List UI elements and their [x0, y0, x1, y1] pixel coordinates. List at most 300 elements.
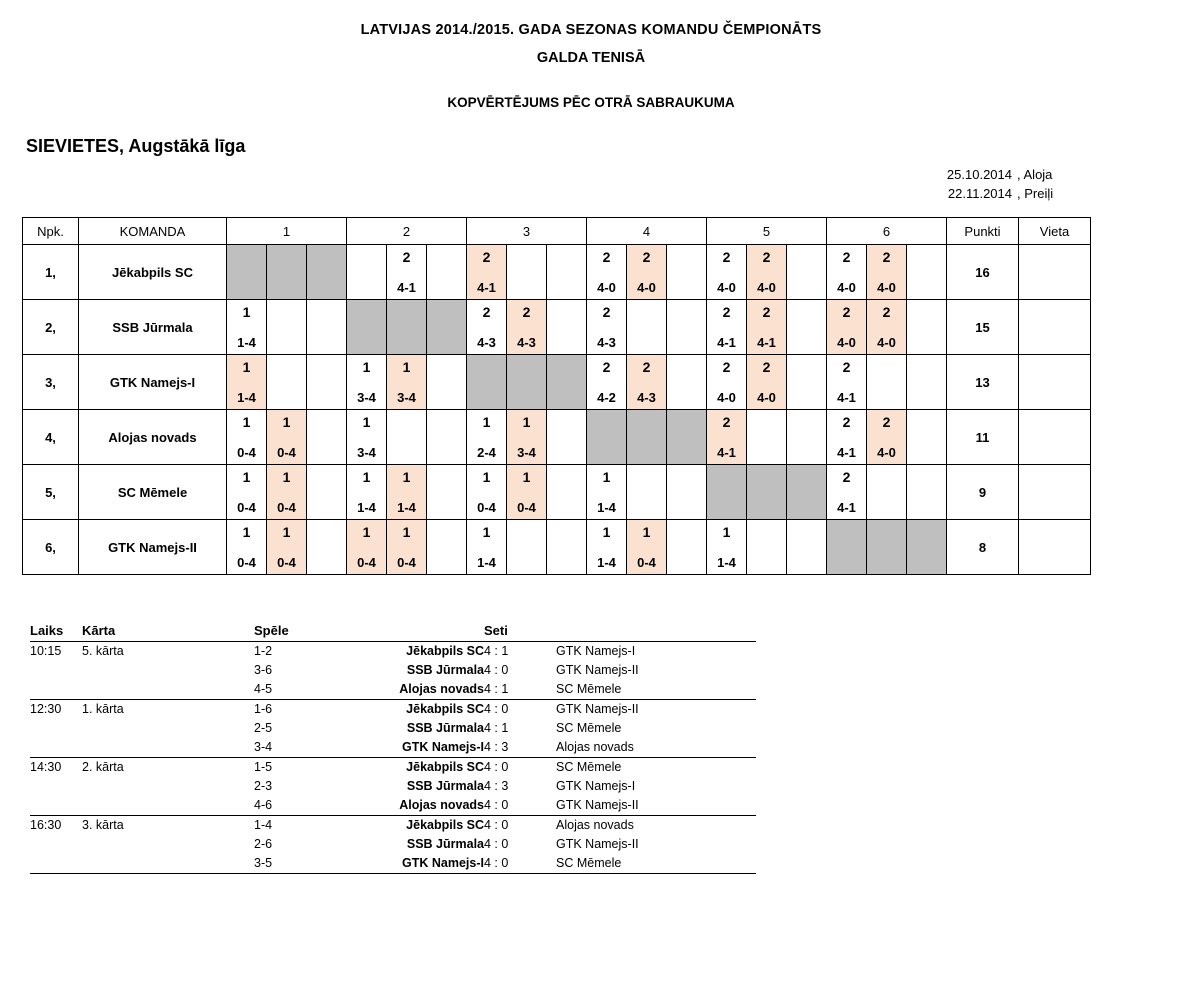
standings-place [1019, 520, 1091, 575]
standings-score-cell [467, 465, 507, 520]
standings-rank: 2, [23, 300, 79, 355]
standings-team-name: Jēkabpils SC [79, 245, 227, 300]
standings-score-cell [587, 520, 627, 575]
schedule-team-home: GTK Namejs-I [354, 854, 484, 874]
standings-score-cell [387, 245, 427, 300]
standings-filler-cell [547, 465, 587, 520]
match-sets: 4-1 [397, 280, 416, 295]
match-sets: 0-4 [277, 445, 296, 460]
match-points: 2 [642, 249, 651, 265]
match-points: 2 [642, 359, 651, 375]
match-points: 2 [842, 304, 851, 320]
match-points: 2 [402, 249, 411, 265]
schedule-sets: 4 : 0 [484, 798, 509, 812]
match-points: 1 [522, 414, 531, 430]
schedule-pairing: 1-6 [254, 700, 354, 720]
header-opponent-2: 2 [347, 218, 467, 245]
standings-points: 9 [947, 465, 1019, 520]
standings-score-cell [387, 465, 427, 520]
standings-filler-cell [307, 245, 347, 300]
match-sets: 4-3 [597, 335, 616, 350]
date-value: 22.11.2014 [947, 186, 1012, 201]
header-opponent-5: 5 [707, 218, 827, 245]
standings-filler-cell [307, 300, 347, 355]
match-sets: 4-1 [717, 335, 736, 350]
match-points: 2 [482, 249, 491, 265]
standings-filler-cell [907, 355, 947, 410]
schedule-row [30, 796, 756, 816]
standings-filler-cell [787, 465, 827, 520]
standings-filler-cell [547, 300, 587, 355]
standings-filler-cell [667, 465, 707, 520]
date-value: 25.10.2014 [946, 167, 1012, 182]
schedule-team-away: GTK Namejs-I [556, 642, 756, 662]
standings-team-name: GTK Namejs-II [79, 520, 227, 575]
match-points: 2 [842, 414, 851, 430]
standings-place [1019, 245, 1091, 300]
standings-score-cell [227, 465, 267, 520]
schedule-header-spele: Spēle [254, 623, 289, 638]
schedule-pairing: 2-6 [254, 837, 273, 851]
standings-filler-cell [667, 355, 707, 410]
match-points: 1 [602, 469, 611, 485]
title-block [0, 0, 1182, 110]
schedule-round: 2. kārta [82, 758, 254, 778]
match-points: 1 [282, 414, 291, 430]
standings-score-cell [827, 300, 867, 355]
match-sets: 1-4 [397, 500, 416, 515]
schedule-time [30, 796, 82, 816]
standings-points: 11 [947, 410, 1019, 465]
match-points: 1 [482, 524, 491, 540]
match-sets: 4-1 [757, 335, 776, 350]
match-points: 1 [402, 469, 411, 485]
standings-score-cell [827, 410, 867, 465]
schedule-time [30, 661, 82, 680]
date-row [0, 167, 1089, 182]
match-sets: 4-0 [837, 335, 856, 350]
schedule-row [30, 700, 756, 720]
match-points: 2 [722, 249, 731, 265]
schedule-pairing: 3-6 [254, 663, 273, 677]
standings-self-cell [387, 300, 427, 355]
schedule-team-home: SSB Jūrmala [406, 779, 484, 793]
standings-score-cell [867, 245, 907, 300]
standings-score-cell [347, 465, 387, 520]
schedule-pairing: 4-5 [254, 682, 273, 696]
header-opponent-3: 3 [467, 218, 587, 245]
match-sets: 0-4 [277, 555, 296, 570]
match-points: 1 [362, 359, 371, 375]
standings-score-cell [467, 520, 507, 575]
schedule-round: 1. kārta [82, 700, 254, 720]
standings-score-cell [267, 355, 307, 410]
match-points: 1 [242, 414, 251, 430]
schedule-time [30, 854, 82, 874]
standings-filler-cell [907, 465, 947, 520]
standings-score-cell [507, 465, 547, 520]
standings-filler-cell [667, 520, 707, 575]
schedule-team-home: Alojas novads [399, 682, 484, 696]
schedule-team-away: SC Mēmele [556, 721, 622, 735]
standings-score-cell [347, 410, 387, 465]
standings-points: 8 [947, 520, 1019, 575]
schedule-row [30, 680, 756, 700]
standings-score-cell [387, 520, 427, 575]
standings-score-cell [267, 410, 307, 465]
match-points: 1 [362, 524, 371, 540]
match-sets: 3-4 [397, 390, 416, 405]
match-points: 1 [242, 304, 251, 320]
standings-filler-cell [547, 410, 587, 465]
header-opponent-4: 4 [587, 218, 707, 245]
schedule-sets: 4 : 0 [484, 854, 556, 874]
match-sets: 0-4 [477, 500, 496, 515]
schedule-time [30, 738, 82, 758]
standings-score-cell [707, 410, 747, 465]
standings-filler-cell [427, 410, 467, 465]
standings-filler-cell [907, 300, 947, 355]
schedule-pairing: 4-6 [254, 798, 273, 812]
match-points: 2 [762, 304, 771, 320]
schedule-team-home: Jēkabpils SC [354, 642, 484, 662]
schedule-team-away: Alojas novads [556, 740, 634, 754]
standings-score-cell [267, 520, 307, 575]
standings-score-cell [587, 300, 627, 355]
standings-rank: 3, [23, 355, 79, 410]
standings-filler-cell [787, 410, 827, 465]
standings-score-cell [347, 520, 387, 575]
standings-score-cell [267, 300, 307, 355]
schedule-sets: 4 : 0 [484, 816, 556, 836]
standings-score-cell [507, 300, 547, 355]
standings-filler-cell [667, 245, 707, 300]
schedule-round [82, 777, 254, 796]
match-points: 2 [722, 359, 731, 375]
schedule-team-home: Jēkabpils SC [354, 816, 484, 836]
match-sets: 4-1 [717, 445, 736, 460]
standings-rank: 5, [23, 465, 79, 520]
schedule-row [30, 835, 756, 854]
schedule-time: 14:30 [30, 758, 82, 778]
standings-score-cell [707, 520, 747, 575]
match-points: 2 [882, 304, 891, 320]
schedule-pairing: 2-3 [254, 779, 273, 793]
standings-header-row [23, 218, 1091, 245]
standings-filler-cell [307, 520, 347, 575]
match-points: 2 [602, 249, 611, 265]
standings-self-cell [347, 300, 387, 355]
standings-score-cell [507, 245, 547, 300]
schedule-round [82, 835, 254, 854]
standings-place [1019, 300, 1091, 355]
standings-filler-cell [787, 355, 827, 410]
standings-score-cell [707, 355, 747, 410]
standings-score-cell [387, 355, 427, 410]
standings-score-cell [707, 300, 747, 355]
standings-score-cell [627, 355, 667, 410]
standings-filler-cell [787, 245, 827, 300]
standings-score-cell [467, 300, 507, 355]
schedule-team-away: GTK Namejs-II [556, 837, 639, 851]
standings-filler-cell [547, 520, 587, 575]
standings-rank: 4, [23, 410, 79, 465]
schedule-sets: 4 : 1 [484, 721, 509, 735]
match-sets: 1-4 [477, 555, 496, 570]
standings-filler-cell [427, 465, 467, 520]
standings-filler-cell [427, 300, 467, 355]
match-sets: 4-0 [717, 280, 736, 295]
standings-score-cell [747, 520, 787, 575]
standings-score-cell [587, 245, 627, 300]
standings-score-cell [867, 300, 907, 355]
schedule-sets: 4 : 0 [484, 837, 509, 851]
match-sets: 2-4 [477, 445, 496, 460]
header-team: KOMANDA [79, 218, 227, 245]
standings-team-name: SC Mēmele [79, 465, 227, 520]
schedule-team-home: SSB Jūrmala [406, 837, 484, 851]
schedule-body [30, 642, 756, 874]
standings-filler-cell [307, 410, 347, 465]
match-sets: 0-4 [357, 555, 376, 570]
match-sets: 4-3 [477, 335, 496, 350]
match-points: 1 [242, 359, 251, 375]
standings-score-cell [747, 245, 787, 300]
match-points: 2 [722, 414, 731, 430]
match-points: 2 [842, 249, 851, 265]
schedule-time [30, 680, 82, 700]
standings-team-name: Alojas novads [79, 410, 227, 465]
standings-table [22, 217, 1091, 575]
match-sets: 4-3 [637, 390, 656, 405]
match-points: 2 [882, 414, 891, 430]
schedule-time: 16:30 [30, 816, 82, 836]
standings-row [23, 465, 1091, 520]
match-points: 1 [722, 524, 731, 540]
match-sets: 1-4 [237, 335, 256, 350]
standings-filler-cell [427, 355, 467, 410]
standings-score-cell [827, 355, 867, 410]
schedule-sets: 4 : 3 [484, 740, 509, 754]
schedule-pairing: 3-4 [254, 740, 273, 754]
standings-rank: 1, [23, 245, 79, 300]
match-points: 1 [642, 524, 651, 540]
schedule-row [30, 642, 756, 662]
standings-score-cell [867, 410, 907, 465]
schedule-round [82, 854, 254, 874]
match-sets: 0-4 [237, 500, 256, 515]
schedule-time: 12:30 [30, 700, 82, 720]
standings-filler-cell [907, 245, 947, 300]
standings-score-cell [507, 520, 547, 575]
schedule-round [82, 680, 254, 700]
header-opponent-6: 6 [827, 218, 947, 245]
standings-score-cell [227, 410, 267, 465]
schedule-team-home: SSB Jūrmala [406, 721, 484, 735]
standings-score-cell [227, 300, 267, 355]
schedule-round [82, 661, 254, 680]
standings-score-cell [827, 465, 867, 520]
standings-place [1019, 410, 1091, 465]
schedule-team-away: GTK Namejs-II [556, 663, 639, 677]
match-points: 2 [482, 304, 491, 320]
match-points: 2 [522, 304, 531, 320]
standings-self-cell [707, 465, 747, 520]
schedule-team-away: GTK Namejs-II [556, 700, 756, 720]
schedule-round: 3. kārta [82, 816, 254, 836]
match-sets: 4-0 [837, 280, 856, 295]
schedule-time [30, 835, 82, 854]
match-points: 1 [282, 524, 291, 540]
standings-score-cell [627, 300, 667, 355]
match-points: 1 [242, 469, 251, 485]
standings-self-cell [227, 245, 267, 300]
match-sets: 0-4 [517, 500, 536, 515]
schedule-row [30, 777, 756, 796]
league-heading: SIEVIETES, Augstākā līga [26, 136, 246, 156]
standings-score-cell [467, 245, 507, 300]
schedule-team-home: Jēkabpils SC [354, 758, 484, 778]
schedule-team-away: Alojas novads [556, 816, 756, 836]
header-npk: Npk. [23, 218, 79, 245]
standings-score-cell [347, 355, 387, 410]
date-place: , Preiļi [1017, 186, 1054, 201]
match-sets: 1-4 [717, 555, 736, 570]
schedule-pairing: 2-5 [254, 721, 273, 735]
match-sets: 4-0 [757, 280, 776, 295]
standings-points: 13 [947, 355, 1019, 410]
schedule-section [30, 621, 1182, 874]
match-points: 1 [402, 524, 411, 540]
match-sets: 0-4 [237, 445, 256, 460]
match-points: 1 [282, 469, 291, 485]
standings-self-cell [827, 520, 867, 575]
standings-score-cell [747, 300, 787, 355]
standings-score-cell [627, 520, 667, 575]
match-sets: 0-4 [277, 500, 296, 515]
match-points: 1 [602, 524, 611, 540]
standings-row [23, 410, 1091, 465]
standings-filler-cell [907, 520, 947, 575]
standings-score-cell [587, 465, 627, 520]
standings-body [23, 245, 1091, 575]
match-sets: 4-1 [837, 390, 856, 405]
schedule-row [30, 661, 756, 680]
schedule-pairing: 1-5 [254, 758, 354, 778]
match-sets: 3-4 [357, 390, 376, 405]
schedule-sets: 4 : 1 [484, 682, 509, 696]
standings-self-cell [467, 355, 507, 410]
header-opponent-1: 1 [227, 218, 347, 245]
schedule-row [30, 738, 756, 758]
schedule-header-row [30, 621, 756, 642]
schedule-team-away: GTK Namejs-I [556, 779, 636, 793]
match-points: 1 [482, 414, 491, 430]
date-place: , Aloja [1017, 167, 1053, 182]
match-sets: 4-1 [837, 500, 856, 515]
schedule-row [30, 816, 756, 836]
schedule-pairing: 1-4 [254, 816, 354, 836]
schedule-header-spacer2 [556, 621, 756, 642]
match-sets: 4-0 [597, 280, 616, 295]
standings-score-cell [227, 355, 267, 410]
match-sets: 0-4 [397, 555, 416, 570]
schedule-header-karta: Kārta [82, 623, 116, 638]
match-sets: 4-0 [877, 335, 896, 350]
standings-row [23, 300, 1091, 355]
standings-points: 15 [947, 300, 1019, 355]
schedule-round [82, 796, 254, 816]
standings-score-cell [387, 410, 427, 465]
match-sets: 4-0 [757, 390, 776, 405]
schedule-row [30, 854, 756, 874]
schedule-team-away: GTK Namejs-II [556, 798, 639, 812]
match-points: 2 [882, 249, 891, 265]
match-sets: 3-4 [357, 445, 376, 460]
standings-score-cell [627, 245, 667, 300]
standings-self-cell [267, 245, 307, 300]
standings-filler-cell [547, 245, 587, 300]
schedule-sets: 4 : 0 [484, 758, 556, 778]
schedule-time [30, 777, 82, 796]
match-sets: 0-4 [237, 555, 256, 570]
standings-score-cell [707, 245, 747, 300]
standings-filler-cell [427, 520, 467, 575]
standings-score-cell [827, 245, 867, 300]
standings-self-cell [587, 410, 627, 465]
schedule-round [82, 738, 254, 758]
match-points: 1 [362, 469, 371, 485]
match-sets: 4-1 [477, 280, 496, 295]
standings-self-cell [867, 520, 907, 575]
match-sets: 0-4 [637, 555, 656, 570]
match-points: 1 [362, 414, 371, 430]
schedule-time [30, 719, 82, 738]
standings-score-cell [627, 465, 667, 520]
standings-row [23, 520, 1091, 575]
match-sets: 1-4 [357, 500, 376, 515]
standings-place [1019, 355, 1091, 410]
match-points: 1 [242, 524, 251, 540]
match-points: 2 [762, 249, 771, 265]
match-points: 2 [602, 304, 611, 320]
match-points: 1 [482, 469, 491, 485]
match-sets: 4-1 [837, 445, 856, 460]
standings-score-cell [467, 410, 507, 465]
schedule-row [30, 758, 756, 778]
schedule-header-seti: Seti [484, 623, 508, 638]
standings-self-cell [627, 410, 667, 465]
standings-place [1019, 465, 1091, 520]
standings-table-wrapper [22, 217, 1182, 575]
standings-filler-cell [787, 300, 827, 355]
schedule-team-home: Jēkabpils SC [354, 700, 484, 720]
standings-self-cell [747, 465, 787, 520]
standings-score-cell [267, 465, 307, 520]
match-points: 2 [842, 469, 851, 485]
standings-filler-cell [307, 465, 347, 520]
schedule-sets: 4 : 0 [484, 700, 556, 720]
standings-filler-cell [907, 410, 947, 465]
match-points: 2 [762, 359, 771, 375]
standings-score-cell [347, 245, 387, 300]
championship-title-line2: GALDA TENISĀ [536, 50, 646, 66]
match-sets: 4-3 [517, 335, 536, 350]
schedule-team-home: Alojas novads [399, 798, 484, 812]
schedule-team-away: SC Mēmele [556, 758, 756, 778]
schedule-round: 5. kārta [82, 642, 254, 662]
standings-points: 16 [947, 245, 1019, 300]
